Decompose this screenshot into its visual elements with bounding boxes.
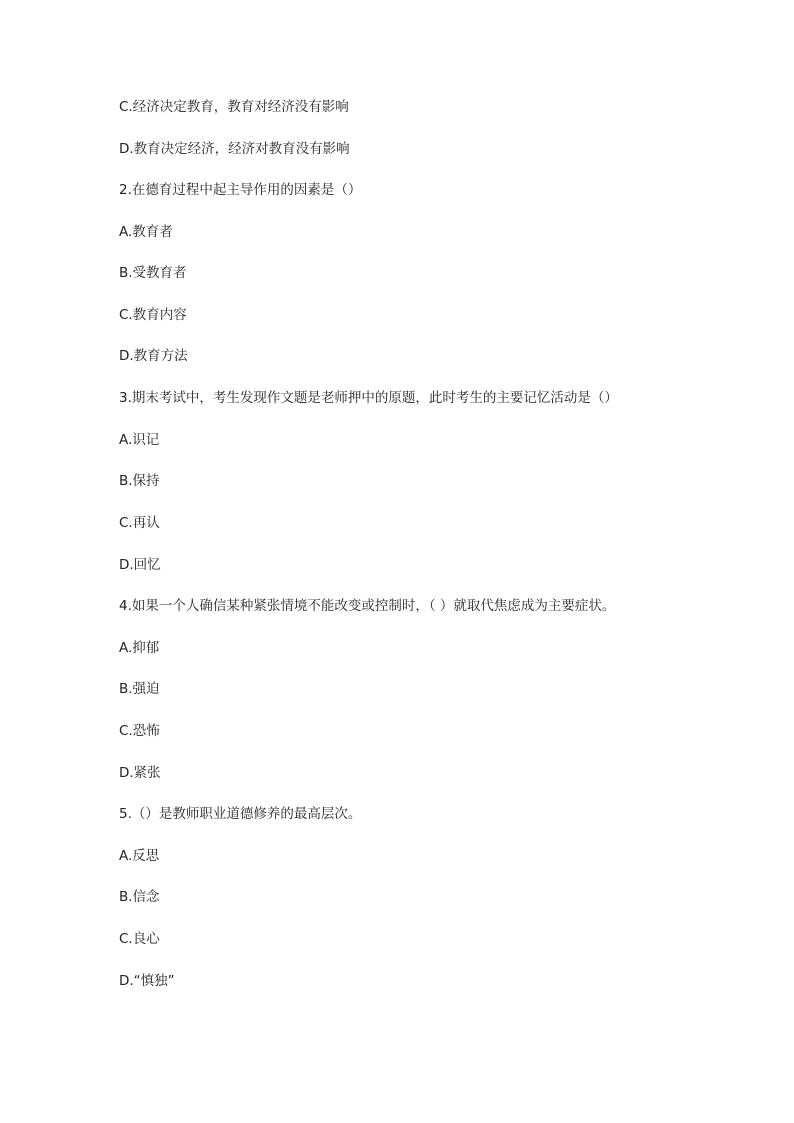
option-d-q5: D.“慎独”	[119, 973, 175, 989]
question-4: 4.如果一个人确信某种紧张情境不能改变或控制时，（ ）就取代焦虑成为主要症状。	[119, 598, 616, 614]
option-a-q3: A.识记	[119, 432, 160, 448]
option-d-q4: D.紧张	[119, 765, 161, 781]
option-b-q2: B.受教育者	[119, 265, 187, 281]
option-c-q1: C.经济决定教育，教育对经济没有影响	[119, 99, 349, 115]
option-c-q3: C.再认	[119, 515, 160, 531]
option-a-q5: A.反思	[119, 848, 160, 864]
question-5: 5.（）是教师职业道德修养的最高层次。	[119, 806, 362, 822]
option-a-q2: A.教育者	[119, 224, 173, 240]
option-b-q5: B.信念	[119, 889, 160, 905]
option-c-q4: C.恐怖	[119, 723, 160, 739]
option-d-q1: D.教育决定经济，经济对教育没有影响	[119, 141, 350, 157]
question-3: 3.期末考试中，考生发现作文题是老师押中的原题，此时考生的主要记忆活动是（）	[119, 390, 618, 406]
option-b-q3: B.保持	[119, 473, 160, 489]
option-b-q4: B.强迫	[119, 681, 160, 697]
option-c-q2: C.教育内容	[119, 307, 187, 323]
option-d-q3: D.回忆	[119, 557, 161, 573]
option-c-q5: C.良心	[119, 931, 160, 947]
option-d-q2: D.教育方法	[119, 348, 188, 364]
question-2: 2.在德育过程中起主导作用的因素是（）	[119, 182, 362, 198]
option-a-q4: A.抑郁	[119, 640, 160, 656]
